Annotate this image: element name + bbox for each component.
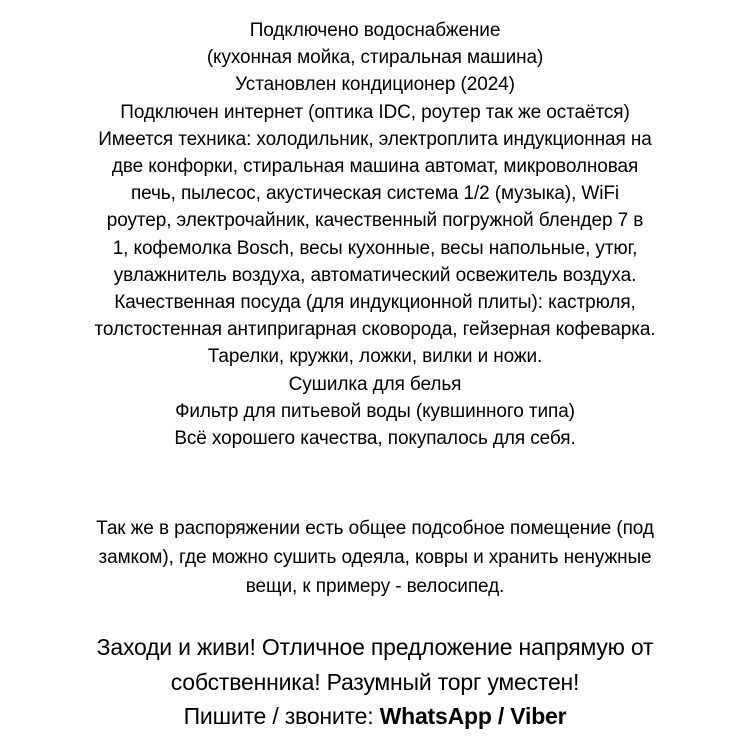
detail-line: Всё хорошего качества, покупалось для себя. — [174, 428, 576, 450]
detail-line: роутер, электрочайник, качественный погружной блендер 7 в — [106, 210, 644, 232]
detail-line: увлажнитель воздуха, автоматический освежитель воздуха. — [113, 264, 637, 286]
storage-room-block — [30, 514, 720, 601]
apartment-details-block — [30, 17, 720, 452]
detail-line: Сушилка для белья — [288, 373, 462, 395]
detail-line: Качественная посуда (для индукционной плиты): кастрюля, — [114, 292, 636, 314]
contact-prefix: Пишите / звоните: — [183, 703, 380, 729]
detail-line: (кухонная мойка, стиральная машина) — [206, 47, 544, 69]
call-to-action-block — [20, 630, 730, 734]
detail-line: Тарелки, кружки, ложки, вилки и ножи. — [207, 346, 543, 368]
detail-line: две конфорки, стиральная машина автомат, микроволновая — [111, 156, 639, 178]
contact-channels: WhatsApp / Viber — [379, 703, 567, 729]
detail-line: Фильтр для питьевой воды (кувшинного типа) — [175, 400, 575, 422]
detail-line: 1, кофемолка Bosch, весы кухонные, весы напольные, утюг, — [112, 237, 638, 259]
cta-line: собственника! Разумный торг уместен! — [170, 668, 580, 695]
storage-line: вещи, к примеру - велосипед. — [245, 576, 505, 597]
detail-line: Имеется техника: холодильник, электроплита индукционная на — [98, 128, 652, 150]
detail-line: Подключено водоснабжение — [249, 20, 501, 41]
detail-line: печь, пылесос, акустическая система 1/2 (музыка), WiFi — [130, 183, 620, 205]
storage-line: замком), где можно сушить одеяла, ковры и хранить ненужные — [98, 547, 652, 568]
detail-line: Подключен интернет (оптика IDC, роутер так же остаётся) — [120, 101, 630, 123]
detail-line: толстостенная антипригарная сковорода, гейзерная кофеварка. — [94, 319, 656, 341]
cta-line: Заходи и живи! Отличное предложение напрямую от — [96, 634, 654, 660]
storage-line: Так же в распоряжении есть общее подсобное помещение (под — [96, 518, 654, 539]
contact-line — [20, 699, 730, 734]
detail-line: Установлен кондиционер (2024) — [235, 74, 515, 96]
